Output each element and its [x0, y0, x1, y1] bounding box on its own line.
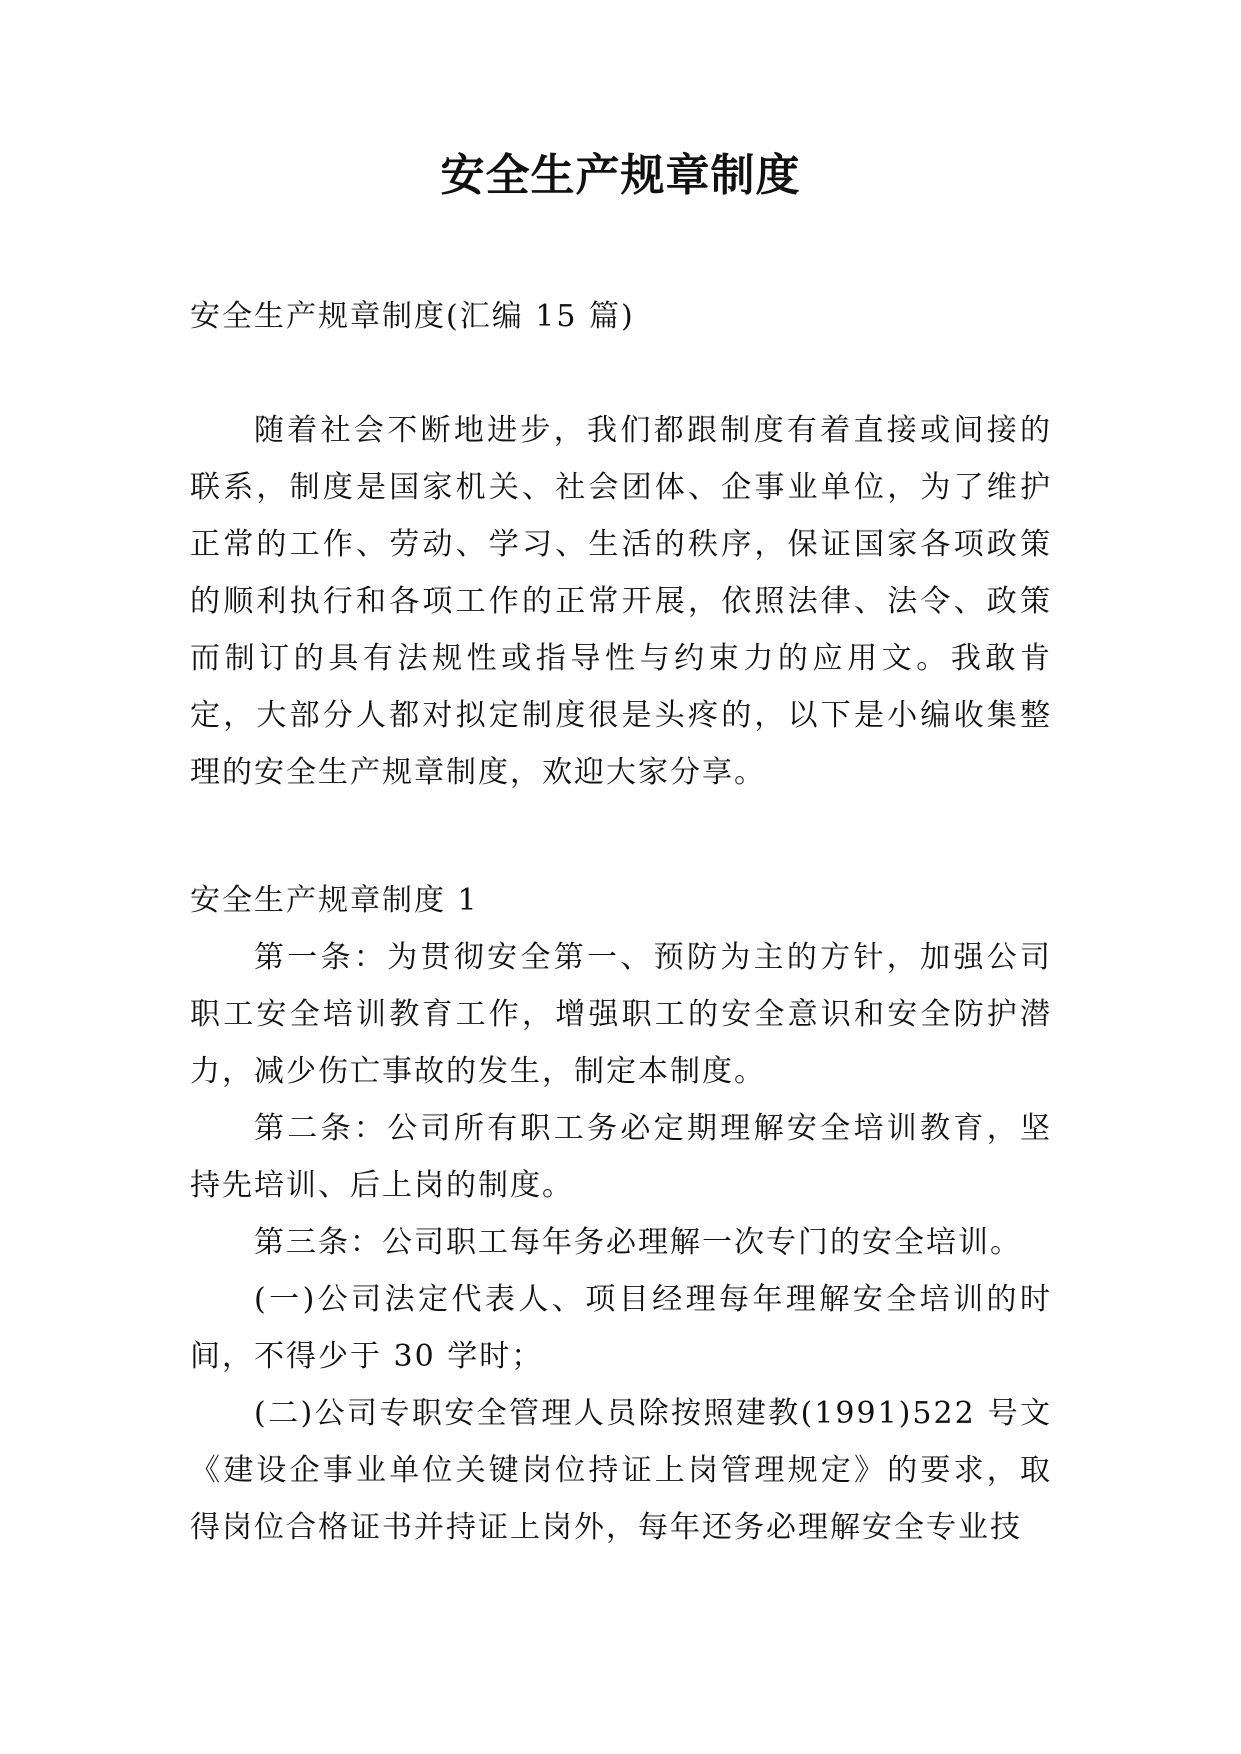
document-subtitle: 安全生产规章制度(汇编 15 篇) [190, 299, 635, 334]
intro-paragraph: 随着社会不断地进步，我们都跟制度有着直接或间接的联系，制度是国家机关、社会团体、企事业单位，为了维护正常的工作、劳动、学习、生活的秩序，保证国家各项政策的顺利执行和各项工作的正常开展，依照法律、法令、政策而制订的具有法规性或指导性与约束力的应用文。我敢肯定，大部分人都对拟定制度很是头疼的，以下是小编收集整理的安全生产规章制度，欢迎大家分享。 [190, 413, 1052, 790]
document-title: 安全生产规章制度 [440, 150, 801, 201]
intro-section [190, 402, 1052, 801]
section-heading: 安全生产规章制度 1 [190, 883, 479, 918]
section-paragraph: 第二条：公司所有职工务必定期理解安全培训教育，坚持先培训、后上岗的制度。 [190, 1111, 1052, 1203]
section-paragraph: (一)公司法定代表人、项目经理每年理解安全培训的时间，不得少于 30 学时； [190, 1282, 1052, 1374]
section-paragraph: 第一条：为贯彻安全第一、预防为主的方针，加强公司职工安全培训教育工作，增强职工的安全意识和安全防护潜力，减少伤亡事故的发生，制定本制度。 [190, 940, 1052, 1089]
section-paragraph: (二)公司专职安全管理人员除按照建教(1991)522 号文《建设企事业单位关键岗位持证上岗管理规定》的要求，取得岗位合格证书并持证上岗外，每年还务必理解安全专业技 [190, 1396, 1052, 1545]
section-paragraph: 第三条：公司职工每年务必理解一次专门的安全培训。 [254, 1225, 1022, 1260]
section-1 [190, 872, 1052, 1556]
